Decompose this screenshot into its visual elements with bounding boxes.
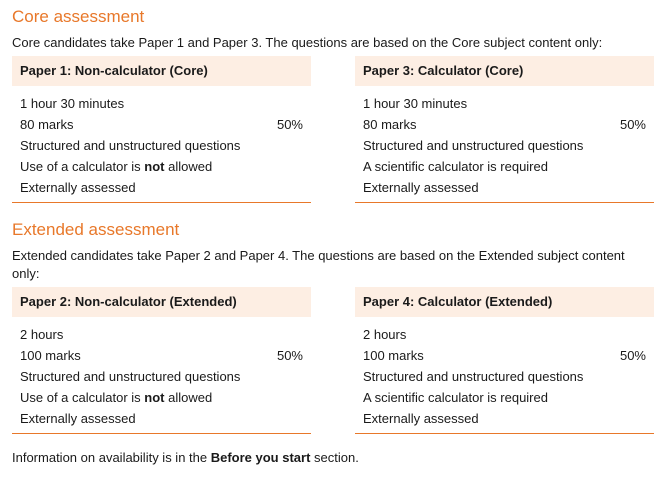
before-you-start-link[interactable]: Before you start <box>210 450 311 465</box>
paper-3-marks: 80 marks <box>363 117 417 132</box>
paper-3-duration: 1 hour 30 minutes <box>363 96 468 111</box>
core-assessment-title: Core assessment <box>12 7 145 26</box>
paper-1-marks: 80 marks <box>20 117 74 132</box>
paper-4-details <box>355 317 654 434</box>
paper-1-duration: 1 hour 30 minutes <box>20 96 125 111</box>
paper-2-calculator-bold: not <box>144 390 165 405</box>
paper-1-card <box>12 56 311 203</box>
paper-4-title: Paper 4: Calculator (Extended) <box>355 287 654 317</box>
paper-1-assessment: Externally assessed <box>20 180 136 195</box>
paper-2-marks: 100 marks <box>20 348 81 363</box>
paper-3-title: Paper 3: Calculator (Core) <box>355 56 654 86</box>
paper-1-calculator <box>12 156 311 177</box>
paper-3-marks-row <box>355 114 654 135</box>
availability-note <box>12 449 359 467</box>
availability-note-pre: Information on availability is in the <box>12 450 211 465</box>
paper-2-question-type: Structured and unstructured questions <box>20 369 241 384</box>
paper-2-card <box>12 287 311 434</box>
paper-2-weighting: 50% <box>276 348 303 363</box>
paper-1-calculator-pre: Use of a calculator is <box>20 159 145 174</box>
paper-4-marks-row <box>355 345 654 366</box>
paper-4-duration: 2 hours <box>363 327 407 342</box>
paper-1-calculator-bold: not <box>144 159 165 174</box>
paper-1-weighting: 50% <box>276 117 303 132</box>
paper-3-details <box>355 86 654 203</box>
paper-2-marks-row <box>12 345 311 366</box>
paper-2-assessment: Externally assessed <box>20 411 136 426</box>
paper-3-question-type: Structured and unstructured questions <box>363 138 584 153</box>
paper-4-marks: 100 marks <box>363 348 424 363</box>
extended-intro: Extended candidates take Paper 2 and Paper 4. The questions are based on the Extended subject content only: <box>12 248 625 281</box>
paper-3-card <box>355 56 654 203</box>
paper-3-weighting: 50% <box>619 117 646 132</box>
paper-1-marks-row <box>12 114 311 135</box>
paper-3-calculator: A scientific calculator is required <box>363 159 548 174</box>
paper-1-title: Paper 1: Non-calculator (Core) <box>12 56 311 86</box>
paper-1-calculator-post: allowed <box>164 159 213 174</box>
paper-2-calculator-post: allowed <box>164 390 213 405</box>
paper-4-card <box>355 287 654 434</box>
paper-4-weighting: 50% <box>619 348 646 363</box>
extended-assessment-title: Extended assessment <box>12 220 180 239</box>
paper-2-calculator-pre: Use of a calculator is <box>20 390 145 405</box>
paper-3-assessment: Externally assessed <box>363 180 479 195</box>
paper-1-question-type: Structured and unstructured questions <box>20 138 241 153</box>
paper-1-details <box>12 86 311 203</box>
availability-note-post: section. <box>310 450 359 465</box>
paper-2-title: Paper 2: Non-calculator (Extended) <box>12 287 311 317</box>
paper-4-calculator: A scientific calculator is required <box>363 390 548 405</box>
paper-4-assessment: Externally assessed <box>363 411 479 426</box>
core-intro: Core candidates take Paper 1 and Paper 3. The questions are based on the Core subject content only: <box>12 35 603 50</box>
paper-2-calculator <box>12 387 311 408</box>
paper-2-details <box>12 317 311 434</box>
paper-2-duration: 2 hours <box>20 327 64 342</box>
paper-4-question-type: Structured and unstructured questions <box>363 369 584 384</box>
